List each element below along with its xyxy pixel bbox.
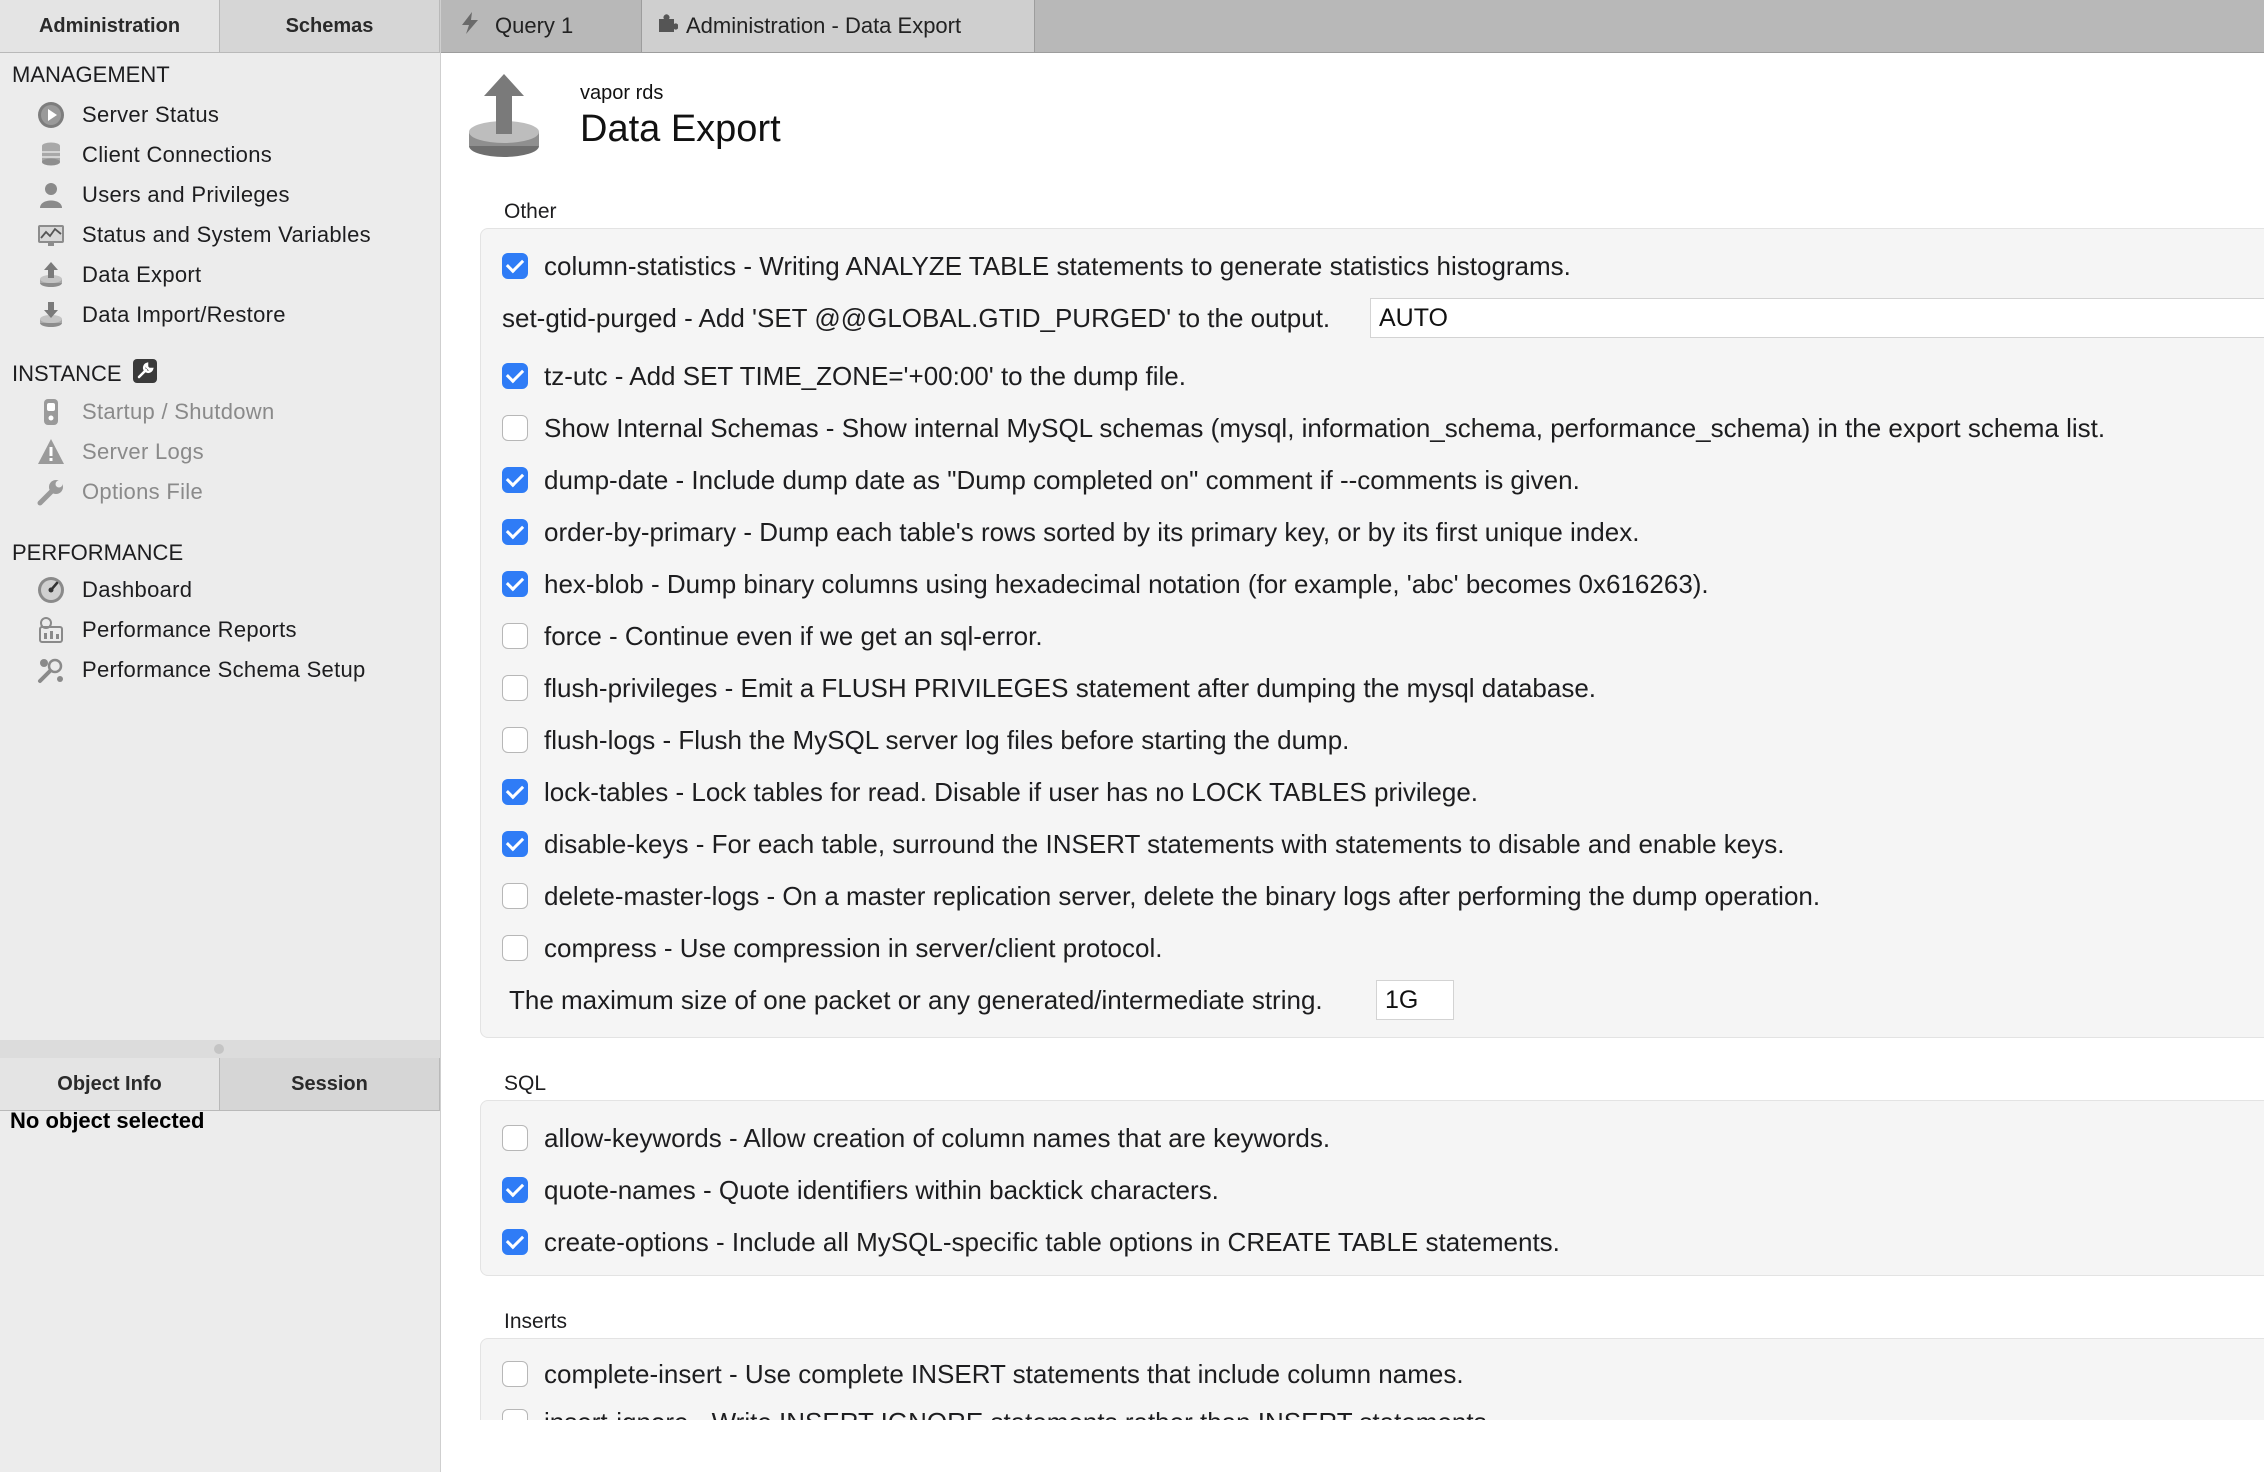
sidebar-item-data-export[interactable]: [36, 255, 201, 295]
tab-data-export[interactable]: [642, 0, 1035, 52]
option-label: dump-date - Include dump date as "Dump completed on" comment if --comments is given.: [544, 464, 1580, 495]
sidebar-item-label: Options File: [82, 479, 203, 504]
sidebar-item-server-logs[interactable]: [36, 432, 204, 472]
sidebar-item-label: Server Logs: [82, 439, 204, 464]
editor-tab-bar: [441, 0, 2264, 53]
user-icon: [36, 180, 66, 210]
split-grip: [214, 1044, 224, 1054]
option-label: tz-utc - Add SET TIME_ZONE='+00:00' to the dump file.: [544, 360, 1186, 391]
sidebar-item-client-connections[interactable]: [36, 135, 272, 175]
checkbox[interactable]: [502, 519, 528, 545]
option-label: quote-names - Quote identifiers within backtick characters.: [544, 1174, 1219, 1205]
option-label: delete-master-logs - On a master replication server, delete the binary logs after performing the dump operation.: [544, 880, 1821, 911]
sidebar-item-label: Users and Privileges: [82, 182, 290, 207]
option-disable-keys[interactable]: [502, 826, 1784, 862]
option-allow-keywords[interactable]: [502, 1120, 1330, 1156]
puzzle-icon: [656, 12, 678, 40]
export-icon: [36, 260, 66, 290]
checkbox[interactable]: [502, 675, 528, 701]
lightning-icon: [459, 11, 481, 41]
option-label: create-options - Include all MySQL-specific table options in CREATE TABLE statements.: [544, 1226, 1560, 1257]
option-create-options[interactable]: [502, 1224, 1560, 1260]
sidebar-item-label: Data Export: [82, 262, 202, 287]
tab-administration[interactable]: Administration: [0, 0, 220, 52]
option-lock-tables[interactable]: [502, 774, 1478, 810]
sidebar-item-label: Performance Reports: [82, 617, 297, 642]
sidebar-item-users-privileges[interactable]: [36, 175, 290, 215]
reports-icon: [36, 615, 66, 645]
power-switch-icon: [36, 397, 66, 427]
sidebar-item-status-variables[interactable]: [36, 215, 371, 255]
sidebar-item-performance-reports[interactable]: [36, 610, 297, 650]
performance-title: PERFORMANCE: [12, 540, 184, 565]
data-export-header-icon: [466, 70, 542, 160]
sidebar-item-dashboard[interactable]: [36, 570, 192, 610]
sidebar-item-performance-schema-setup[interactable]: [36, 650, 366, 690]
option-label: Show Internal Schemas - Show internal MySQL schemas (mysql, information_schema, performance_schema) in the export schema list.: [544, 412, 2106, 443]
tab-label: Administration - Data Export: [686, 13, 962, 38]
navigator-sidebar: [0, 0, 441, 1472]
group-label-other: Other: [504, 200, 557, 223]
import-icon: [36, 300, 66, 330]
option-flush-privileges[interactable]: [502, 670, 1596, 706]
instance-heading: [12, 358, 158, 390]
option-column-statistics[interactable]: [502, 248, 1571, 284]
scroll-clip-area: [441, 1420, 2264, 1472]
sidebar-item-label: Startup / Shutdown: [82, 399, 275, 424]
checkbox[interactable]: [502, 779, 528, 805]
tab-label: Query 1: [495, 13, 574, 38]
sidebar-split-handle[interactable]: [0, 1040, 440, 1058]
tab-schemas[interactable]: Schemas: [220, 0, 440, 52]
checkbox[interactable]: [502, 571, 528, 597]
gauge-icon: [36, 575, 66, 605]
option-label: flush-privileges - Emit a FLUSH PRIVILEGES statement after dumping the mysql database.: [544, 672, 1597, 703]
option-label: allow-keywords - Allow creation of column names that are keywords.: [544, 1122, 1331, 1153]
no-object-selected-text: No object selected: [10, 1108, 205, 1133]
checkbox[interactable]: [502, 1229, 528, 1255]
management-title: MANAGEMENT: [12, 62, 170, 87]
management-heading: [12, 62, 170, 88]
option-force[interactable]: [502, 618, 1043, 654]
checkbox[interactable]: [502, 363, 528, 389]
gtid-purged-field[interactable]: AUTO: [1370, 298, 2264, 338]
checkbox[interactable]: [502, 727, 528, 753]
checkbox[interactable]: [502, 883, 528, 909]
option-dump-date[interactable]: [502, 462, 1580, 498]
sidebar-item-server-status[interactable]: [36, 95, 219, 135]
option-hex-blob[interactable]: [502, 566, 1709, 602]
settings-tools-icon: [36, 655, 66, 685]
connection-name: vapor rds: [580, 82, 664, 104]
option-label: column-statistics - Writing ANALYZE TABLE statements to generate statistics histograms.: [544, 250, 1571, 281]
instance-title: INSTANCE: [12, 361, 122, 386]
option-delete-master-logs[interactable]: [502, 878, 1820, 914]
sidebar-item-label: Dashboard: [82, 577, 193, 602]
sidebar-item-label: Data Import/Restore: [82, 302, 286, 327]
info-tabs: [0, 1058, 440, 1111]
sidebar-item-data-import[interactable]: [36, 295, 286, 335]
warning-icon: [36, 437, 66, 467]
play-circle-icon: [36, 100, 66, 130]
max-packet-field[interactable]: 1G: [1376, 980, 1454, 1020]
tab-query-1[interactable]: [441, 0, 642, 52]
wrench-badge-icon[interactable]: [132, 358, 158, 390]
option-order-by-primary[interactable]: [502, 514, 1639, 550]
option-label: compress - Use compression in server/client protocol.: [544, 932, 1163, 963]
option-flush-logs[interactable]: [502, 722, 1349, 758]
checkbox[interactable]: [502, 1177, 528, 1203]
monitor-graph-icon: [36, 220, 66, 250]
sidebar-item-label: Server Status: [82, 102, 220, 127]
performance-heading: [12, 540, 183, 566]
group-label-inserts: Inserts: [504, 1310, 568, 1333]
sidebar-item-label: Client Connections: [82, 142, 273, 167]
sidebar-item-label: Performance Schema Setup: [82, 657, 366, 682]
option-label: disable-keys - For each table, surround the INSERT statements with statements to disable and enable keys.: [544, 828, 1785, 859]
sidebar-item-label: Status and System Variables: [82, 222, 371, 247]
checkbox[interactable]: [502, 415, 528, 441]
option-quote-names[interactable]: [502, 1172, 1219, 1208]
option-label: complete-insert - Use complete INSERT statements that include column names.: [544, 1358, 1464, 1389]
option-label: hex-blob - Dump binary columns using hexadecimal notation (for example, 'abc' becomes 0x616263).: [544, 568, 1709, 599]
option-label: flush-logs - Flush the MySQL server log files before starting the dump.: [544, 724, 1350, 755]
gtid-purged-label: set-gtid-purged - Add 'SET @@GLOBAL.GTID_PURGED' to the output.: [502, 303, 1331, 333]
option-label: lock-tables - Lock tables for read. Disable if user has no LOCK TABLES privilege.: [544, 776, 1479, 807]
wrench-icon: [36, 477, 66, 507]
checkbox[interactable]: [502, 1361, 528, 1387]
checkbox[interactable]: [502, 831, 528, 857]
checkbox[interactable]: [502, 935, 528, 961]
sidebar-tabs: [0, 0, 440, 53]
option-label: force - Continue even if we get an sql-error.: [544, 620, 1043, 651]
database-connections-icon: [36, 140, 66, 170]
tab-object-info[interactable]: Object Info: [0, 1058, 220, 1110]
option-complete-insert[interactable]: [502, 1356, 1464, 1392]
sidebar-item-options-file[interactable]: [36, 472, 203, 512]
option-label: order-by-primary - Dump each table's rows sorted by its primary key, or by its first unique index.: [544, 516, 1640, 547]
checkbox[interactable]: [502, 623, 528, 649]
option-compress[interactable]: [502, 930, 1162, 966]
checkbox[interactable]: [502, 253, 528, 279]
checkbox[interactable]: [502, 467, 528, 493]
sidebar-item-startup-shutdown[interactable]: [36, 392, 275, 432]
group-label-sql: SQL: [504, 1072, 547, 1095]
option-show-internal-schemas[interactable]: [502, 410, 2105, 446]
tab-session[interactable]: Session: [220, 1058, 440, 1110]
max-packet-label: The maximum size of one packet or any generated/intermediate string.: [509, 985, 1323, 1015]
option-tz-utc[interactable]: [502, 358, 1186, 394]
checkbox[interactable]: [502, 1125, 528, 1151]
page-title: Data Export: [580, 108, 781, 150]
